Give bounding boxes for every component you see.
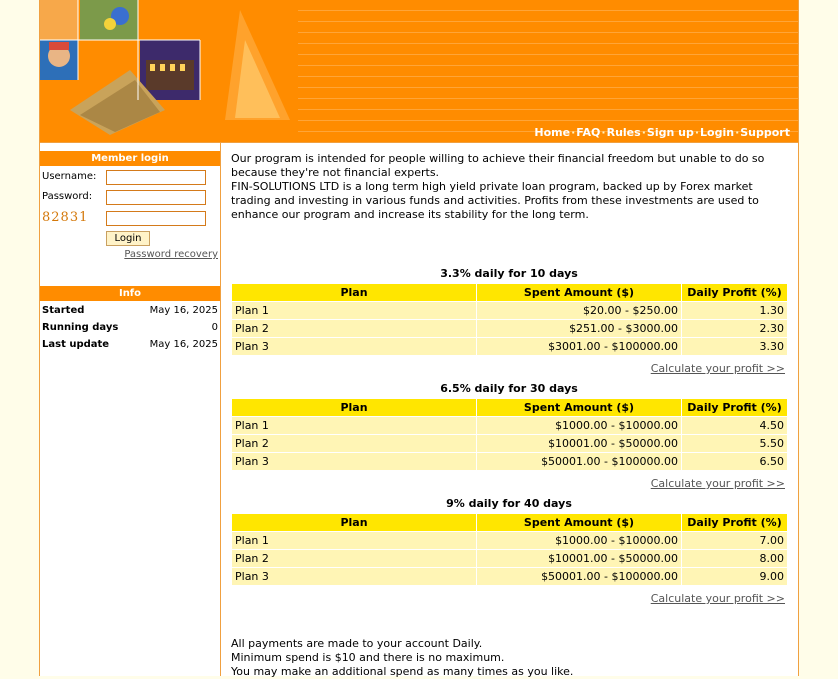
profit-cell: 8.00 — [682, 550, 787, 567]
amount-cell: $50001.00 - $100000.00 — [477, 453, 681, 470]
password-field[interactable] — [106, 190, 206, 205]
calculate-profit-link[interactable]: Calculate your profit >> — [650, 592, 785, 605]
table-row — [232, 453, 787, 470]
page-wrapper — [39, 0, 799, 676]
amount-cell: $1000.00 - $10000.00 — [477, 417, 681, 434]
payment-info-line: You may make an additional spend as many times as you like. — [231, 665, 574, 678]
info-value: May 16, 2025 — [149, 339, 218, 350]
table-row — [232, 532, 787, 549]
profit-cell: 7.00 — [682, 532, 787, 549]
table-row — [232, 568, 787, 585]
nav-rules-link[interactable]: Rules — [606, 126, 641, 139]
col-header-amount: Spent Amount ($) — [477, 399, 681, 416]
plan-name-cell: Plan 1 — [232, 302, 476, 319]
col-header-plan: Plan — [232, 514, 476, 531]
plan-table — [231, 513, 788, 586]
col-header-plan: Plan — [232, 284, 476, 301]
payment-info-line: All payments are made to your account Daily. — [231, 637, 483, 650]
profit-cell: 2.30 — [682, 320, 787, 337]
col-header-amount: Spent Amount ($) — [477, 514, 681, 531]
plan-group-title: 9% daily for 40 days — [446, 497, 572, 510]
username-label: Username: — [42, 171, 97, 182]
login-button[interactable]: Login — [106, 231, 150, 246]
table-row — [232, 338, 787, 355]
col-header-profit: Daily Profit (%) — [682, 284, 787, 301]
calculate-profit-link[interactable]: Calculate your profit >> — [650, 362, 785, 375]
plan-name-cell: Plan 2 — [232, 435, 476, 452]
plan-name-cell: Plan 2 — [232, 550, 476, 567]
amount-cell: $10001.00 - $50000.00 — [477, 435, 681, 452]
info-value: 0 — [211, 322, 218, 333]
calculate-profit-link[interactable]: Calculate your profit >> — [650, 477, 785, 490]
table-row — [232, 302, 787, 319]
password-label: Password: — [42, 191, 93, 202]
amount-cell: $20.00 - $250.00 — [477, 302, 681, 319]
banner-collage-image — [40, 0, 298, 142]
nav-home-link[interactable]: Home — [534, 126, 571, 139]
nav-separator: · — [571, 126, 576, 139]
info-panel — [40, 286, 220, 301]
plan-name-cell: Plan 2 — [232, 320, 476, 337]
nav-separator: · — [694, 126, 700, 139]
col-header-plan: Plan — [232, 399, 476, 416]
plan-name-cell: Plan 3 — [232, 453, 476, 470]
plan-name-cell: Plan 3 — [232, 568, 476, 585]
table-row — [232, 417, 787, 434]
plan-table — [231, 283, 788, 356]
member-login-header: Member login — [40, 151, 220, 166]
profit-cell: 9.00 — [682, 568, 787, 585]
plan-name-cell: Plan 3 — [232, 338, 476, 355]
profit-cell: 3.30 — [682, 338, 787, 355]
nav-login-link[interactable]: Login — [700, 126, 735, 139]
intro-paragraph-2: FIN-SOLUTIONS LTD is a long term high yield private loan program, backed up by Forex market trading and investing in various funds and activities. Profits from these investments are used to enhance our program and increase its stability for the long term. — [231, 180, 759, 221]
captcha-field[interactable] — [106, 211, 206, 226]
sidebar — [40, 143, 221, 676]
table-row — [232, 320, 787, 337]
password-recovery-link[interactable]: Password recovery — [124, 249, 218, 260]
site-header — [40, 0, 798, 142]
nav-separator: · — [735, 126, 740, 139]
payment-info-text — [231, 637, 573, 679]
info-header: Info — [40, 286, 220, 301]
nav-support-link[interactable]: Support — [740, 126, 790, 139]
plan-name-cell: Plan 1 — [232, 532, 476, 549]
profit-cell: 5.50 — [682, 435, 787, 452]
username-field[interactable] — [106, 170, 206, 185]
info-label: Running days — [42, 322, 119, 333]
plan-table — [231, 398, 788, 471]
profit-cell: 1.30 — [682, 302, 787, 319]
payment-info-line: Minimum spend is $10 and there is no maximum. — [231, 651, 505, 664]
nav-separator: · — [601, 126, 606, 139]
plan-group-title: 6.5% daily for 30 days — [440, 382, 578, 395]
amount-cell: $3001.00 - $100000.00 — [477, 338, 681, 355]
member-login-panel — [40, 151, 220, 166]
col-header-profit: Daily Profit (%) — [682, 514, 787, 531]
amount-cell: $251.00 - $3000.00 — [477, 320, 681, 337]
nav-signup-link[interactable]: Sign up — [646, 126, 694, 139]
amount-cell: $50001.00 - $100000.00 — [477, 568, 681, 585]
amount-cell: $1000.00 - $10000.00 — [477, 532, 681, 549]
col-header-amount: Spent Amount ($) — [477, 284, 681, 301]
col-header-profit: Daily Profit (%) — [682, 399, 787, 416]
profit-cell: 4.50 — [682, 417, 787, 434]
plan-group-title: 3.3% daily for 10 days — [440, 267, 578, 280]
profit-cell: 6.50 — [682, 453, 787, 470]
info-value: May 16, 2025 — [149, 305, 218, 316]
info-label: Last update — [42, 339, 110, 350]
amount-cell: $10001.00 - $50000.00 — [477, 550, 681, 567]
nav-faq-link[interactable]: FAQ — [576, 126, 601, 139]
nav-separator: · — [641, 126, 646, 139]
info-label: Started — [42, 305, 85, 316]
plan-name-cell: Plan 1 — [232, 417, 476, 434]
top-navigation — [534, 126, 790, 139]
intro-paragraph-1: Our program is intended for people willing to achieve their financial freedom but unable to do so because they're not financial experts. — [231, 152, 765, 179]
captcha-image: 82831 — [42, 210, 89, 225]
table-row — [232, 435, 787, 452]
intro-text — [231, 152, 771, 222]
table-row — [232, 550, 787, 567]
